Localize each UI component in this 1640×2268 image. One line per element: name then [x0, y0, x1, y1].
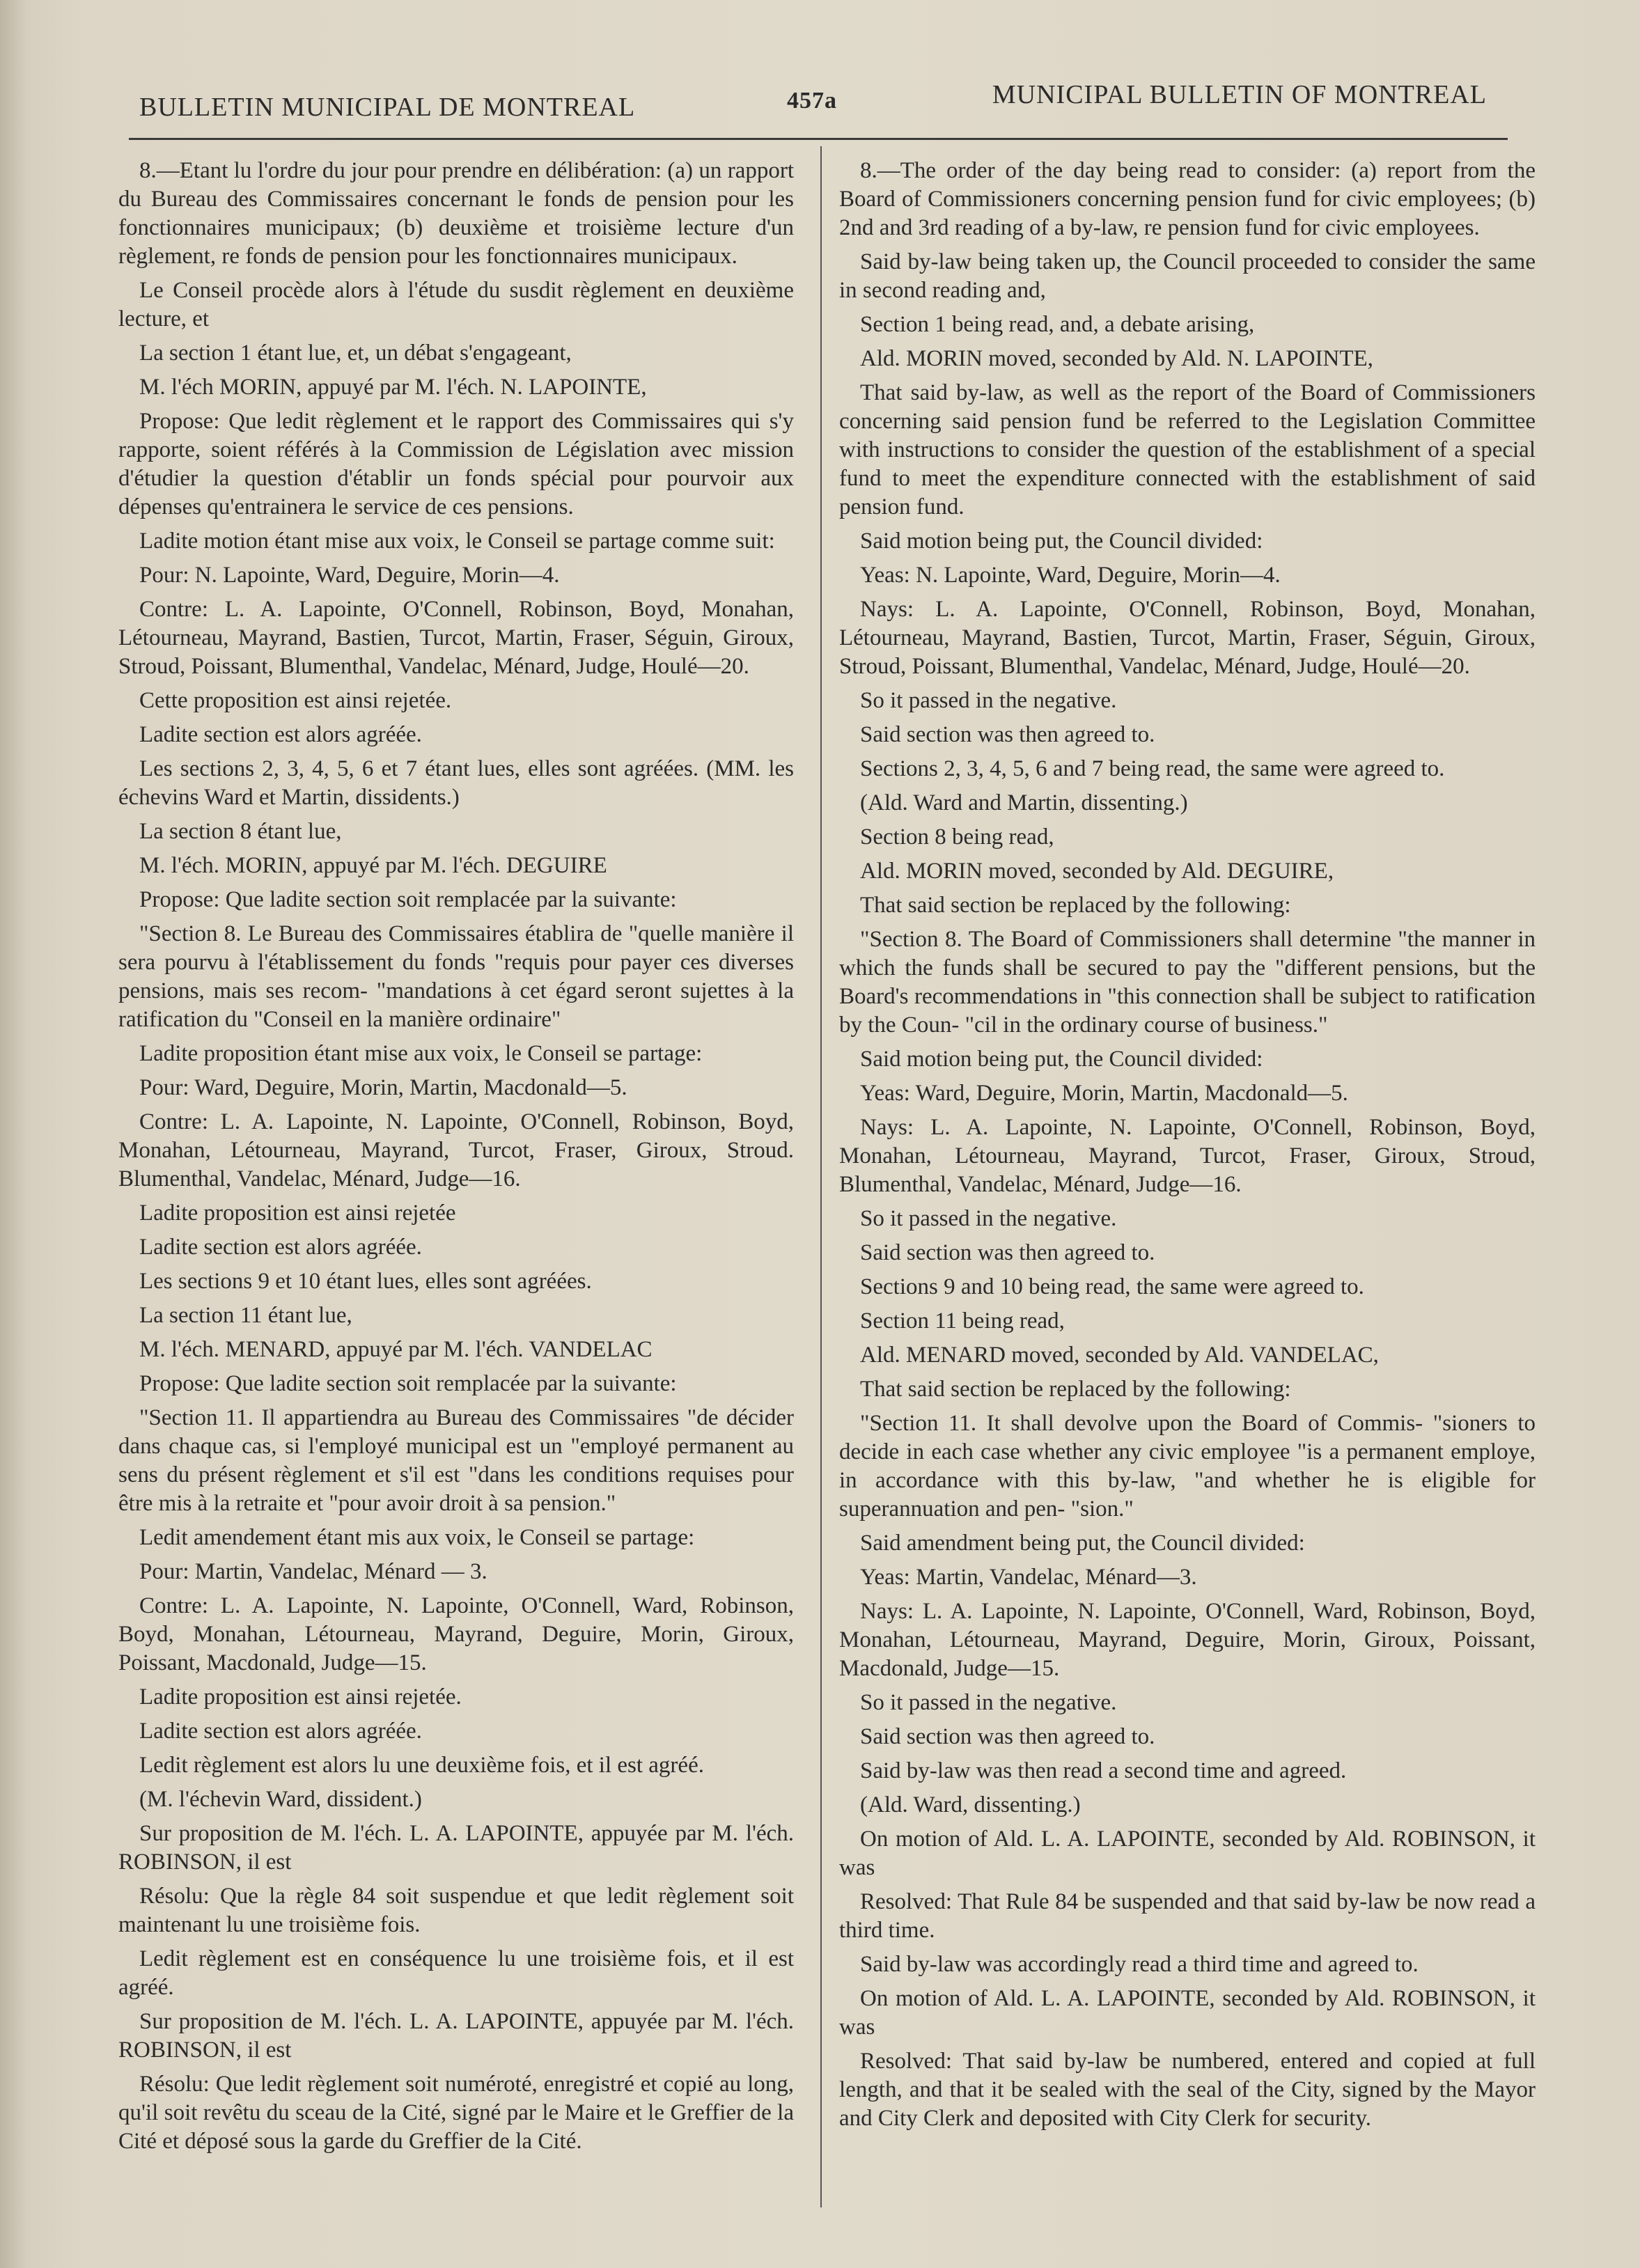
english-paragraph: Sections 9 and 10 being read, the same were agreed to. — [860, 1274, 1364, 1299]
french-paragraph: Ladite proposition est ainsi rejetée. — [139, 1684, 462, 1710]
french-paragraph: Propose: Que ladite section soit remplacée par la suivante: — [139, 887, 677, 912]
english-paragraph: Resolved: That said by-law be numbered, entered and copied at full length, and that it be sealed with the seal of the City, signed by the Mayor and City Clerk and deposited with City Clerk for security. — [839, 2049, 1536, 2131]
english-paragraph: Sections 2, 3, 4, 5, 6 and 7 being read, the same were agreed to. — [860, 756, 1445, 781]
french-paragraph: 8.—Etant lu l'ordre du jour pour prendre en délibération: (a) un rapport du Bureau des Commissaires concernant le fonds de pension pour les fonctionnaires municipaux; (b) deuxième et troisième lecture d'un règlement, re fonds de pension pour les fonctionnaires municipaux. — [118, 158, 794, 269]
english-paragraph: Said by-law was accordingly read a third time and agreed to. — [860, 1952, 1419, 1977]
french-paragraph: Propose: Que ladite section soit remplacée par la suivante: — [139, 1371, 677, 1396]
french-paragraph: Ladite proposition étant mise aux voix, le Conseil se partage: — [139, 1041, 703, 1066]
english-paragraph: 8.—The order of the day being read to consider: (a) report from the Board of Commissioners concerning pension fund for civic employees; (b) 2nd and 3rd reading of a by-law, re pension fund for civic employees. — [839, 158, 1536, 240]
english-paragraph: "Section 8. The Board of Commissioners shall determine "the manner in which the funds shall be secured to pay the "different pensions, but the Board's recommendations in "this connection shall be subject to ratification by the Coun- "cil in the ordinary course of business." — [839, 927, 1536, 1038]
english-paragraph: Yeas: Ward, Deguire, Morin, Martin, Macdonald—5. — [860, 1081, 1348, 1106]
english-paragraph: That said section be replaced by the following: — [860, 1377, 1291, 1402]
english-paragraph: On motion of Ald. L. A. LAPOINTE, seconded by Ald. ROBINSON, it was — [839, 1827, 1536, 1880]
english-column — [839, 157, 1536, 2138]
english-paragraph: Nays: L. A. Lapointe, O'Connell, Robinson, Boyd, Monahan, Létourneau, Mayrand, Bastien, Turcot, Martin, Fraser, Séguin, Giroux, Stroud, Poissant, Blumenthal, Vandelac, Ménard, Judge, Houlé—20. — [839, 597, 1536, 679]
french-paragraph: La section 11 étant lue, — [139, 1303, 352, 1328]
french-paragraph: Pour: N. Lapointe, Ward, Deguire, Morin—4. — [139, 563, 560, 588]
english-paragraph: So it passed in the negative. — [860, 1690, 1117, 1715]
english-paragraph: Nays: L. A. Lapointe, N. Lapointe, O'Connell, Ward, Robinson, Boyd, Monahan, Létourneau, Mayrand, Deguire, Morin, Giroux, Poissant, Macdonald, Judge—15. — [839, 1599, 1536, 1681]
header-rule — [129, 138, 1508, 140]
english-paragraph: That said section be replaced by the following: — [860, 893, 1291, 918]
french-paragraph: "Section 11. Il appartiendra au Bureau des Commissaires "de décider dans chaque cas, si l'employé municipal est un "employé permanent au sens du présent règlement et s'il est "dans les conditions requises pour être mis à la retraite et "pour avoir droit à sa pension." — [118, 1405, 794, 1516]
english-paragraph: So it passed in the negative. — [860, 688, 1117, 713]
english-paragraph: "Section 11. It shall devolve upon the Board of Commis- "sioners to decide in each case whether any civic employee "is a permanent employe, in accordance with this by-law, "and whether he is eligible for superannuation and pen- "sion." — [839, 1411, 1536, 1522]
header-title-english: MUNICIPAL BULLETIN OF MONTREAL — [992, 80, 1487, 109]
french-paragraph: Cette proposition est ainsi rejetée. — [139, 688, 452, 713]
french-paragraph: Ledit règlement est alors lu une deuxième fois, et il est agréé. — [139, 1753, 704, 1778]
french-paragraph: Contre: L. A. Lapointe, O'Connell, Robinson, Boyd, Monahan, Létourneau, Mayrand, Bastien, Turcot, Martin, Fraser, Séguin, Giroux, Stroud, Poissant, Blumenthal, Vandelac, Ménard, Judge, Houlé—20. — [118, 597, 794, 679]
english-paragraph: Yeas: N. Lapointe, Ward, Deguire, Morin—4. — [860, 563, 1281, 588]
page-header — [125, 78, 1515, 127]
french-paragraph: M. l'éch. MENARD, appuyé par M. l'éch. VANDELAC — [139, 1337, 653, 1362]
header-title-french: BULLETIN MUNICIPAL DE MONTREAL — [139, 93, 636, 122]
french-paragraph: Contre: L. A. Lapointe, N. Lapointe, O'Connell, Ward, Robinson, Boyd, Monahan, Létourneau, Mayrand, Deguire, Morin, Giroux, Poissant, Macdonald, Judge—15. — [118, 1593, 794, 1675]
french-paragraph: Contre: L. A. Lapointe, N. Lapointe, O'Connell, Robinson, Boyd, Monahan, Létourneau, Mayrand, Turcot, Fraser, Giroux, Stroud. Blumenthal, Vandelac, Ménard, Judge—16. — [118, 1109, 794, 1191]
english-paragraph: (Ald. Ward, dissenting.) — [860, 1792, 1081, 1817]
column-divider — [820, 146, 822, 2207]
french-paragraph: Les sections 2, 3, 4, 5, 6 et 7 étant lues, elles sont agréées. (MM. les échevins Ward et Martin, dissidents.) — [118, 756, 794, 810]
french-paragraph: Pour: Martin, Vandelac, Ménard — 3. — [139, 1559, 487, 1584]
english-paragraph: On motion of Ald. L. A. LAPOINTE, seconded by Ald. ROBINSON, it was — [839, 1986, 1536, 2040]
english-paragraph: Said section was then agreed to. — [860, 1724, 1155, 1749]
english-paragraph: Said by-law being taken up, the Council proceeded to consider the same in second reading and, — [839, 249, 1536, 303]
french-paragraph: Ladite proposition est ainsi rejetée — [139, 1201, 456, 1226]
french-paragraph: Sur proposition de M. l'éch. L. A. LAPOINTE, appuyée par M. l'éch. ROBINSON, il est — [118, 2009, 794, 2063]
french-paragraph: La section 1 étant lue, et, un débat s'engageant, — [139, 341, 572, 366]
english-paragraph: Yeas: Martin, Vandelac, Ménard—3. — [860, 1565, 1197, 1590]
english-paragraph: Resolved: That Rule 84 be suspended and that said by-law be now read a third time. — [839, 1889, 1536, 1943]
english-paragraph: Said section was then agreed to. — [860, 722, 1155, 747]
english-paragraph: Said motion being put, the Council divided: — [860, 529, 1263, 554]
french-paragraph: M. l'éch MORIN, appuyé par M. l'éch. N. LAPOINTE, — [139, 375, 647, 400]
french-paragraph: La section 8 étant lue, — [139, 819, 342, 844]
french-paragraph: Propose: Que ledit règlement et le rapport des Commissaires qui s'y rapporte, soient référés à la Commission de Législation avec mission d'étudier la question d'établir un fonds spécial pour pourvoir aux dépenses qu'entrainera le service de ces pensions. — [118, 409, 794, 519]
english-paragraph: Section 1 being read, and, a debate arising, — [860, 312, 1255, 337]
french-paragraph: Ladite section est alors agréée. — [139, 1719, 422, 1744]
english-paragraph: Ald. MORIN moved, seconded by Ald. N. LAPOINTE, — [860, 346, 1373, 371]
french-column — [118, 157, 794, 2161]
english-paragraph: Ald. MORIN moved, seconded by Ald. DEGUIRE, — [860, 859, 1334, 884]
english-paragraph: So it passed in the negative. — [860, 1206, 1117, 1231]
french-paragraph: Ladite motion étant mise aux voix, le Conseil se partage comme suit: — [139, 529, 775, 554]
french-paragraph: Ladite section est alors agréée. — [139, 1235, 422, 1260]
french-paragraph: Résolu: Que ledit règlement soit numéroté, enregistré et copié au long, qu'il soit revêtu du sceau de la Cité, signé par le Maire et le Greffier de la Cité et déposé sous la garde du Greffier de la Cité. — [118, 2072, 794, 2154]
english-paragraph: That said by-law, as well as the report of the Board of Commissioners concerning said pension fund be referred to the Legislation Committee with instructions to consider the question of the establishment of a special fund to meet the expenditure connected with the establishment of said pension fund. — [839, 380, 1536, 519]
french-paragraph: Ladite section est alors agréée. — [139, 722, 422, 747]
french-paragraph: Le Conseil procède alors à l'étude du susdit règlement en deuxième lecture, et — [118, 278, 794, 331]
english-paragraph: Said by-law was then read a second time and agreed. — [860, 1758, 1347, 1783]
english-paragraph: Section 11 being read, — [860, 1308, 1065, 1334]
english-paragraph: Said amendment being put, the Council divided: — [860, 1531, 1305, 1556]
french-paragraph: Les sections 9 et 10 étant lues, elles sont agréées. — [139, 1269, 592, 1294]
page-number: 457a — [787, 88, 837, 114]
french-paragraph: Résolu: Que la règle 84 soit suspendue et que ledit règlement soit maintenant lu une troisième fois. — [118, 1884, 794, 1937]
english-paragraph: Section 8 being read, — [860, 824, 1054, 850]
french-paragraph: Ledit amendement étant mis aux voix, le Conseil se partage: — [139, 1525, 695, 1550]
french-paragraph: "Section 8. Le Bureau des Commissaires établira de "quelle manière il sera pourvu à l'établissement du fonds "requis pour payer ces diverses pensions, mais ses recom- "mandations à cet égard seront sujettes à la ratification du "Conseil en la manière ordinaire" — [118, 921, 794, 1032]
french-paragraph: (M. l'échevin Ward, dissident.) — [139, 1787, 422, 1812]
english-paragraph: Ald. MENARD moved, seconded by Ald. VANDELAC, — [860, 1343, 1379, 1368]
french-paragraph: Pour: Ward, Deguire, Morin, Martin, Macdonald—5. — [139, 1075, 627, 1100]
english-paragraph: Said motion being put, the Council divided: — [860, 1047, 1263, 1072]
french-paragraph: Sur proposition de M. l'éch. L. A. LAPOINTE, appuyée par M. l'éch. ROBINSON, il est — [118, 1821, 794, 1875]
french-paragraph: Ledit règlement est en conséquence lu une troisième fois, et il est agréé. — [118, 1946, 794, 2000]
french-paragraph: M. l'éch. MORIN, appuyé par M. l'éch. DEGUIRE — [139, 853, 607, 878]
english-paragraph: (Ald. Ward and Martin, dissenting.) — [860, 790, 1188, 815]
english-paragraph: Nays: L. A. Lapointe, N. Lapointe, O'Connell, Robinson, Boyd, Monahan, Létourneau, Mayrand, Turcot, Fraser, Giroux, Stroud, Blumenthal, Vandelac, Ménard, Judge—16. — [839, 1115, 1536, 1197]
english-paragraph: Said section was then agreed to. — [860, 1240, 1155, 1265]
